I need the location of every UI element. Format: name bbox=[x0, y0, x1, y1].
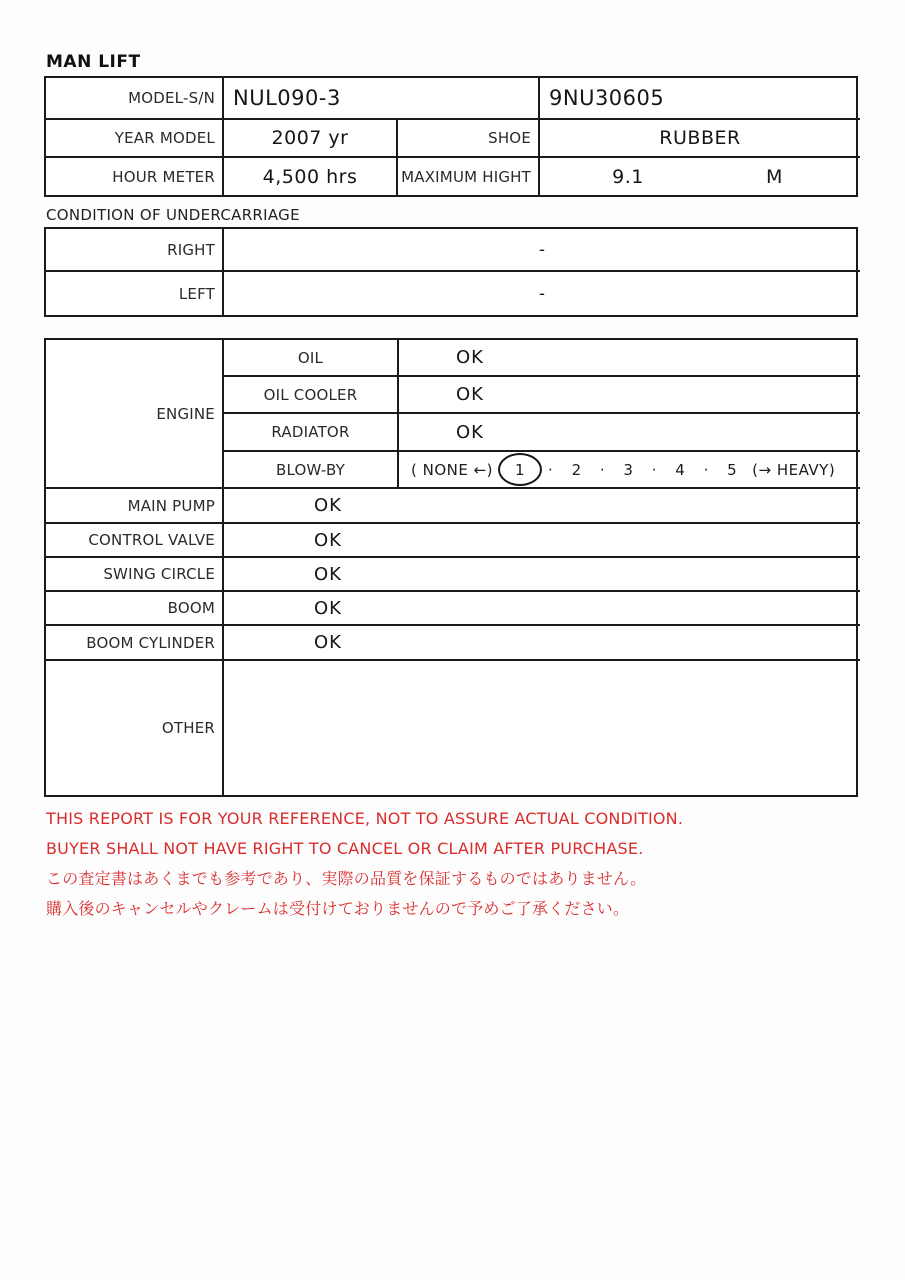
boom-cylinder-value: OK bbox=[224, 626, 860, 661]
blow-by-selected-value: 1 bbox=[515, 460, 526, 479]
undercarriage-section-title: CONDITION OF UNDERCARRIAGE bbox=[46, 206, 300, 224]
blow-by-scale-rest: · 2 · 3 · 4 · 5 bbox=[548, 460, 738, 479]
disclaimer-line-3: この査定書はあくまでも参考であり、実際の品質を保証するものではありません。 bbox=[46, 869, 647, 888]
max-height-value: 9.1 bbox=[612, 165, 644, 188]
blow-by-scale bbox=[399, 452, 860, 489]
disclaimer-line-1: THIS REPORT IS FOR YOUR REFERENCE, NOT TO ASSURE ACTUAL CONDITION. bbox=[46, 809, 684, 828]
oil-cooler-label: OIL COOLER bbox=[224, 377, 399, 414]
oil-value: OK bbox=[399, 340, 860, 377]
year-model-value: 2007 yr bbox=[224, 120, 398, 158]
blow-by-label: BLOW-BY bbox=[224, 452, 399, 489]
control-valve-value: OK bbox=[224, 524, 860, 558]
shoe-value: RUBBER bbox=[540, 120, 860, 158]
disclaimer-block bbox=[46, 804, 866, 924]
undercarriage-right-value: - bbox=[224, 229, 860, 272]
boom-value: OK bbox=[224, 592, 860, 626]
engine-group-label: ENGINE bbox=[46, 340, 224, 489]
model-sn-label: MODEL-S/N bbox=[46, 78, 224, 120]
page-title: MAN LIFT bbox=[46, 52, 141, 72]
main-pump-label: MAIN PUMP bbox=[46, 489, 224, 524]
undercarriage-left-value: - bbox=[538, 283, 546, 304]
oil-cooler-value: OK bbox=[399, 377, 860, 414]
radiator-value: OK bbox=[399, 414, 860, 452]
year-model-label: YEAR MODEL bbox=[46, 120, 224, 158]
radiator-label: RADIATOR bbox=[224, 414, 399, 452]
main-pump-value: OK bbox=[224, 489, 860, 524]
max-height-unit: M bbox=[766, 165, 783, 188]
boom-label: BOOM bbox=[46, 592, 224, 626]
oil-label: OIL bbox=[224, 340, 399, 377]
control-valve-label: CONTROL VALVE bbox=[46, 524, 224, 558]
disclaimer-line-4: 購入後のキャンセルやクレームは受付けておりませんので予めご了承ください。 bbox=[46, 899, 630, 918]
undercarriage-left-label: LEFT bbox=[46, 272, 224, 315]
swing-circle-value: OK bbox=[224, 558, 860, 592]
disclaimer-line-2: BUYER SHALL NOT HAVE RIGHT TO CANCEL OR CLAIM AFTER PURCHASE. bbox=[46, 839, 644, 858]
shoe-label: SHOE bbox=[398, 120, 540, 158]
model-sn-value: NUL090-3 bbox=[224, 78, 540, 120]
blow-by-scale-prefix: ( NONE ←) bbox=[411, 460, 494, 479]
blow-by-scale-suffix: (→ HEAVY) bbox=[752, 460, 836, 479]
blow-by-selected-circle-icon bbox=[498, 453, 542, 486]
swing-circle-label: SWING CIRCLE bbox=[46, 558, 224, 592]
undercarriage-right-label: RIGHT bbox=[46, 229, 224, 272]
max-height-cell bbox=[540, 158, 860, 195]
inspection-table bbox=[44, 338, 858, 797]
max-height-label: MAXIMUM HIGHT bbox=[398, 158, 540, 195]
other-value bbox=[224, 661, 860, 795]
hour-meter-value: 4,500 hrs bbox=[224, 158, 398, 195]
serial-number-value: 9NU30605 bbox=[540, 78, 860, 120]
hour-meter-label: HOUR METER bbox=[46, 158, 224, 195]
spec-table bbox=[44, 76, 858, 197]
boom-cylinder-label: BOOM CYLINDER bbox=[46, 626, 224, 661]
other-label: OTHER bbox=[46, 661, 224, 795]
undercarriage-table bbox=[44, 227, 858, 317]
